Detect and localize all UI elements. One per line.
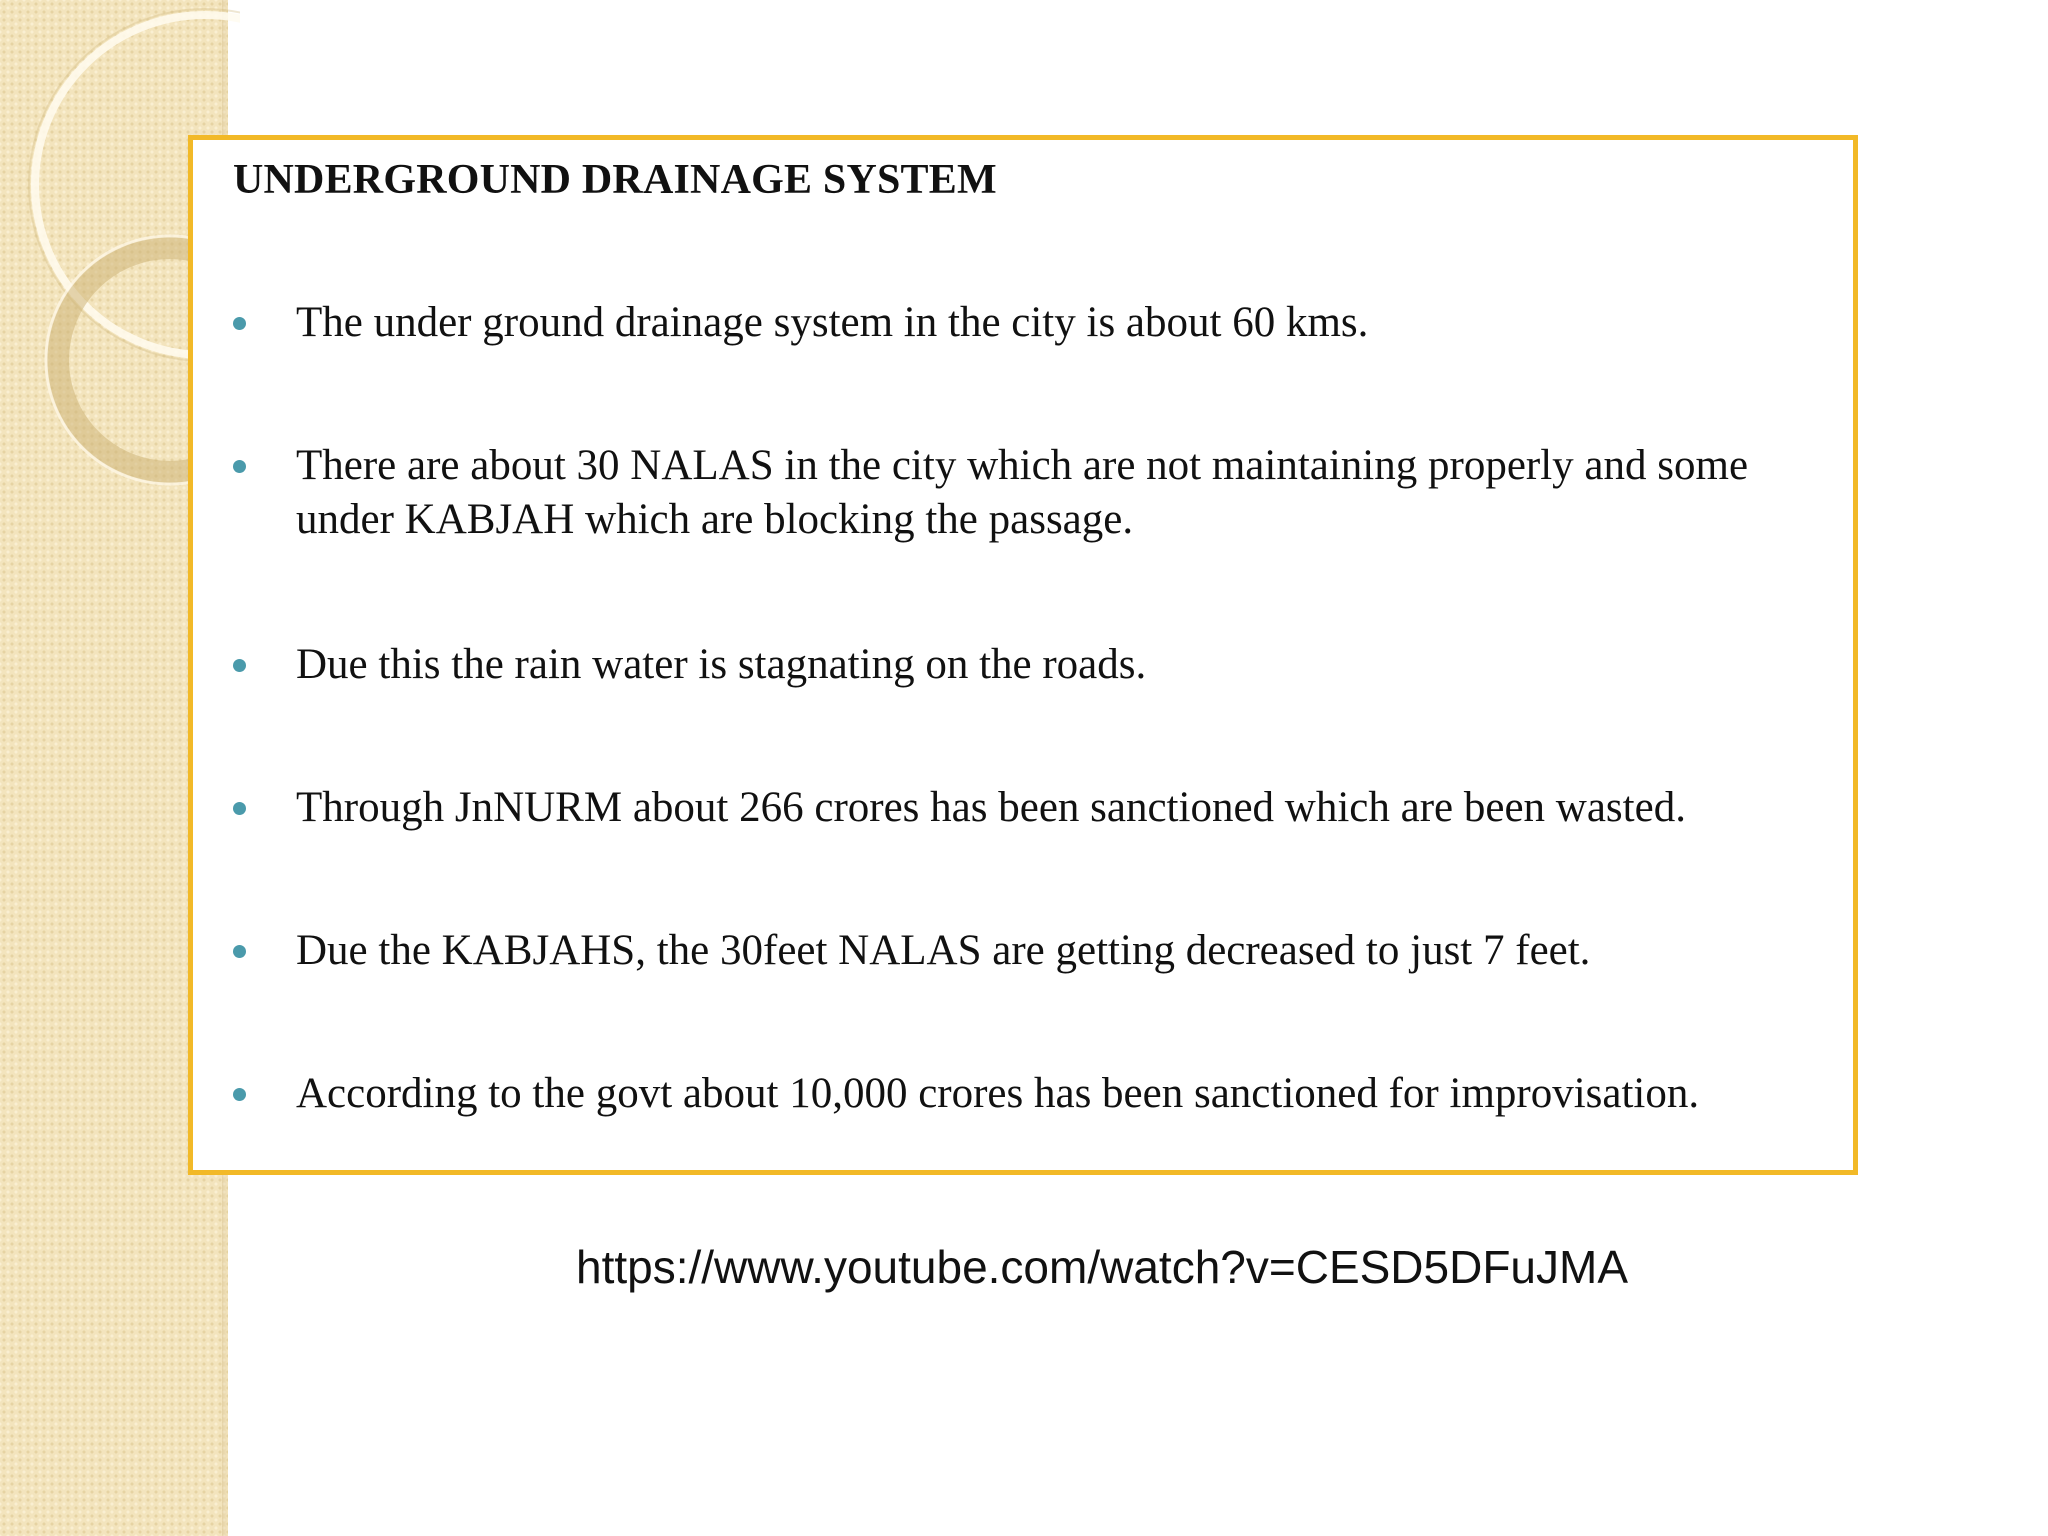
bullet-item: [233, 638, 1813, 692]
bullet-text: Due the KABJAHS, the 30feet NALAS are getting decreased to just 7 feet.: [296, 927, 1591, 974]
content-panel: [188, 135, 1858, 1175]
bullet-text: Through JnNURM about 266 crores has been sanctioned which are been wasted.: [296, 784, 1686, 831]
bullet-text: The under ground drainage system in the city is about 60 kms.: [296, 299, 1369, 346]
bullet-item: [233, 1067, 1813, 1121]
bullet-text: According to the govt about 10,000 crores has been sanctioned for improvisation.: [296, 1070, 1700, 1117]
slide-title: UNDERGROUND DRAINAGE SYSTEM: [233, 157, 997, 203]
bullet-dot-icon: [233, 317, 246, 330]
bullet-item: [233, 924, 1813, 978]
bullet-item: [233, 439, 1813, 547]
bullet-text: There are about 30 NALAS in the city which are not maintaining properly and some under KABJAH which are blocking the passage.: [296, 442, 1749, 543]
bullet-dot-icon: [233, 460, 246, 473]
bullet-dot-icon: [233, 1088, 246, 1101]
source-link[interactable]: https://www.youtube.com/watch?v=CESD5DFuJMA: [575, 1241, 1629, 1293]
bullet-text: Due this the rain water is stagnating on the roads.: [296, 641, 1147, 688]
bullet-dot-icon: [233, 945, 246, 958]
bullet-dot-icon: [233, 802, 246, 815]
bullet-item: [233, 781, 1813, 835]
bullet-dot-icon: [233, 659, 246, 672]
bullet-item: [233, 296, 1813, 350]
